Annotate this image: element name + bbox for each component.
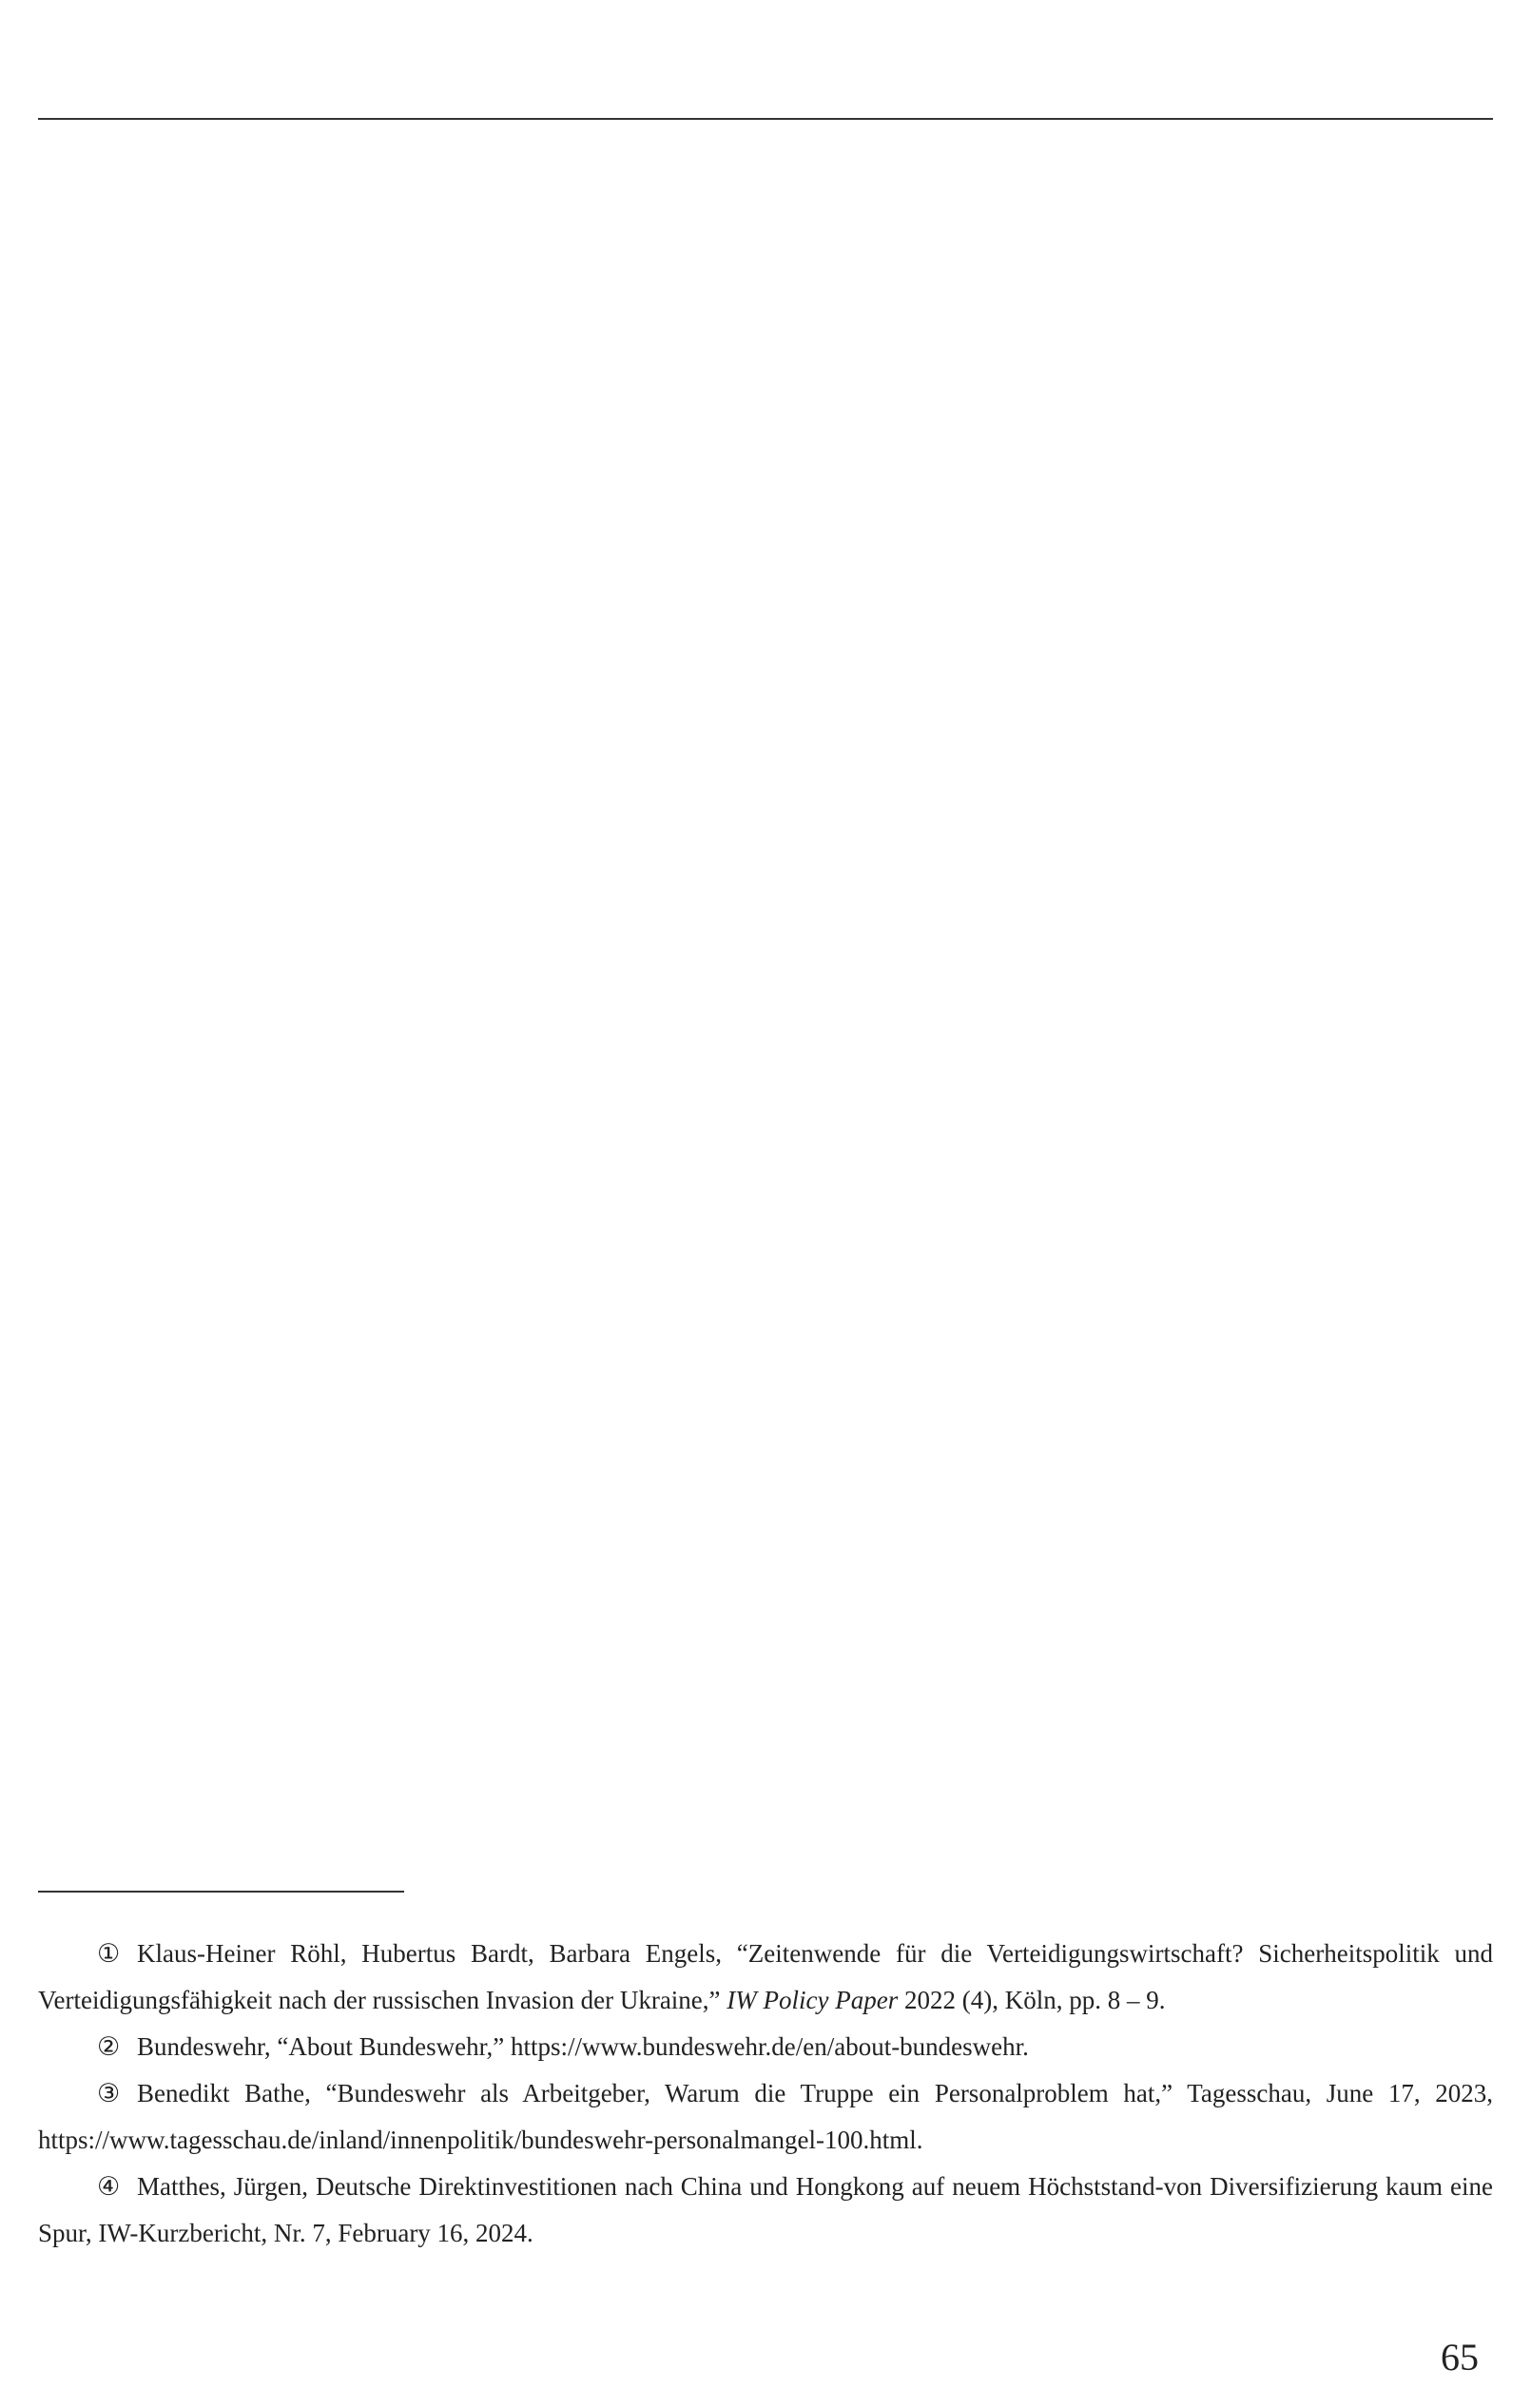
- footnote-separator: [38, 1891, 404, 1893]
- footnote-text: Matthes, Jürgen, Deutsche Direktinvestitionen nach China und Hongkong auf neuem Höchststand-von Diversifizierung kaum eine Spur, IW-Kurzbericht, Nr. 7, February 16, 2024.: [38, 2172, 1493, 2247]
- footnote-4: [38, 2164, 1493, 2257]
- body-text: [38, 133, 1493, 1845]
- footnote-text-tail: 2022 (4), Köln, pp. 8 – 9.: [903, 1986, 1166, 2014]
- header-rule: [38, 118, 1493, 120]
- running-header: [38, 46, 1493, 103]
- footnote-3: [38, 2070, 1493, 2164]
- page-number: 65: [1441, 2336, 1479, 2379]
- footnote-2: [38, 2024, 1493, 2070]
- footnotes: [38, 1931, 1493, 2311]
- footnote-1: [38, 1931, 1493, 2024]
- footnote-marker: ①: [97, 1939, 121, 1969]
- footnote-italic-title: IW Policy Paper: [727, 1986, 899, 2014]
- footnote-text: Benedikt Bathe, “Bundeswehr als Arbeitgeber, Warum die Truppe ein Personalproblem hat,” Tagesschau, June 17, 2023, https://www.tagesschau.de/inland/innenpolitik/bundeswehr-personalmangel-100.html.: [38, 2079, 1493, 2154]
- footnote-marker: ④: [97, 2172, 121, 2202]
- footnote-text: Bundeswehr, “About Bundeswehr,” https://www.bundeswehr.de/en/about-bundeswehr.: [137, 2032, 1029, 2061]
- footnote-marker: ②: [97, 2032, 121, 2062]
- footnote-text: Klaus-Heiner Röhl, Hubertus Bardt, Barbara Engels, “Zeitenwende für die Verteidigungswirtschaft? Sicherheitspolitik und Verteidigungsfähigkeit nach der russischen Invasion der Ukraine,”: [38, 1939, 1493, 2014]
- footnote-marker: ③: [97, 2079, 121, 2108]
